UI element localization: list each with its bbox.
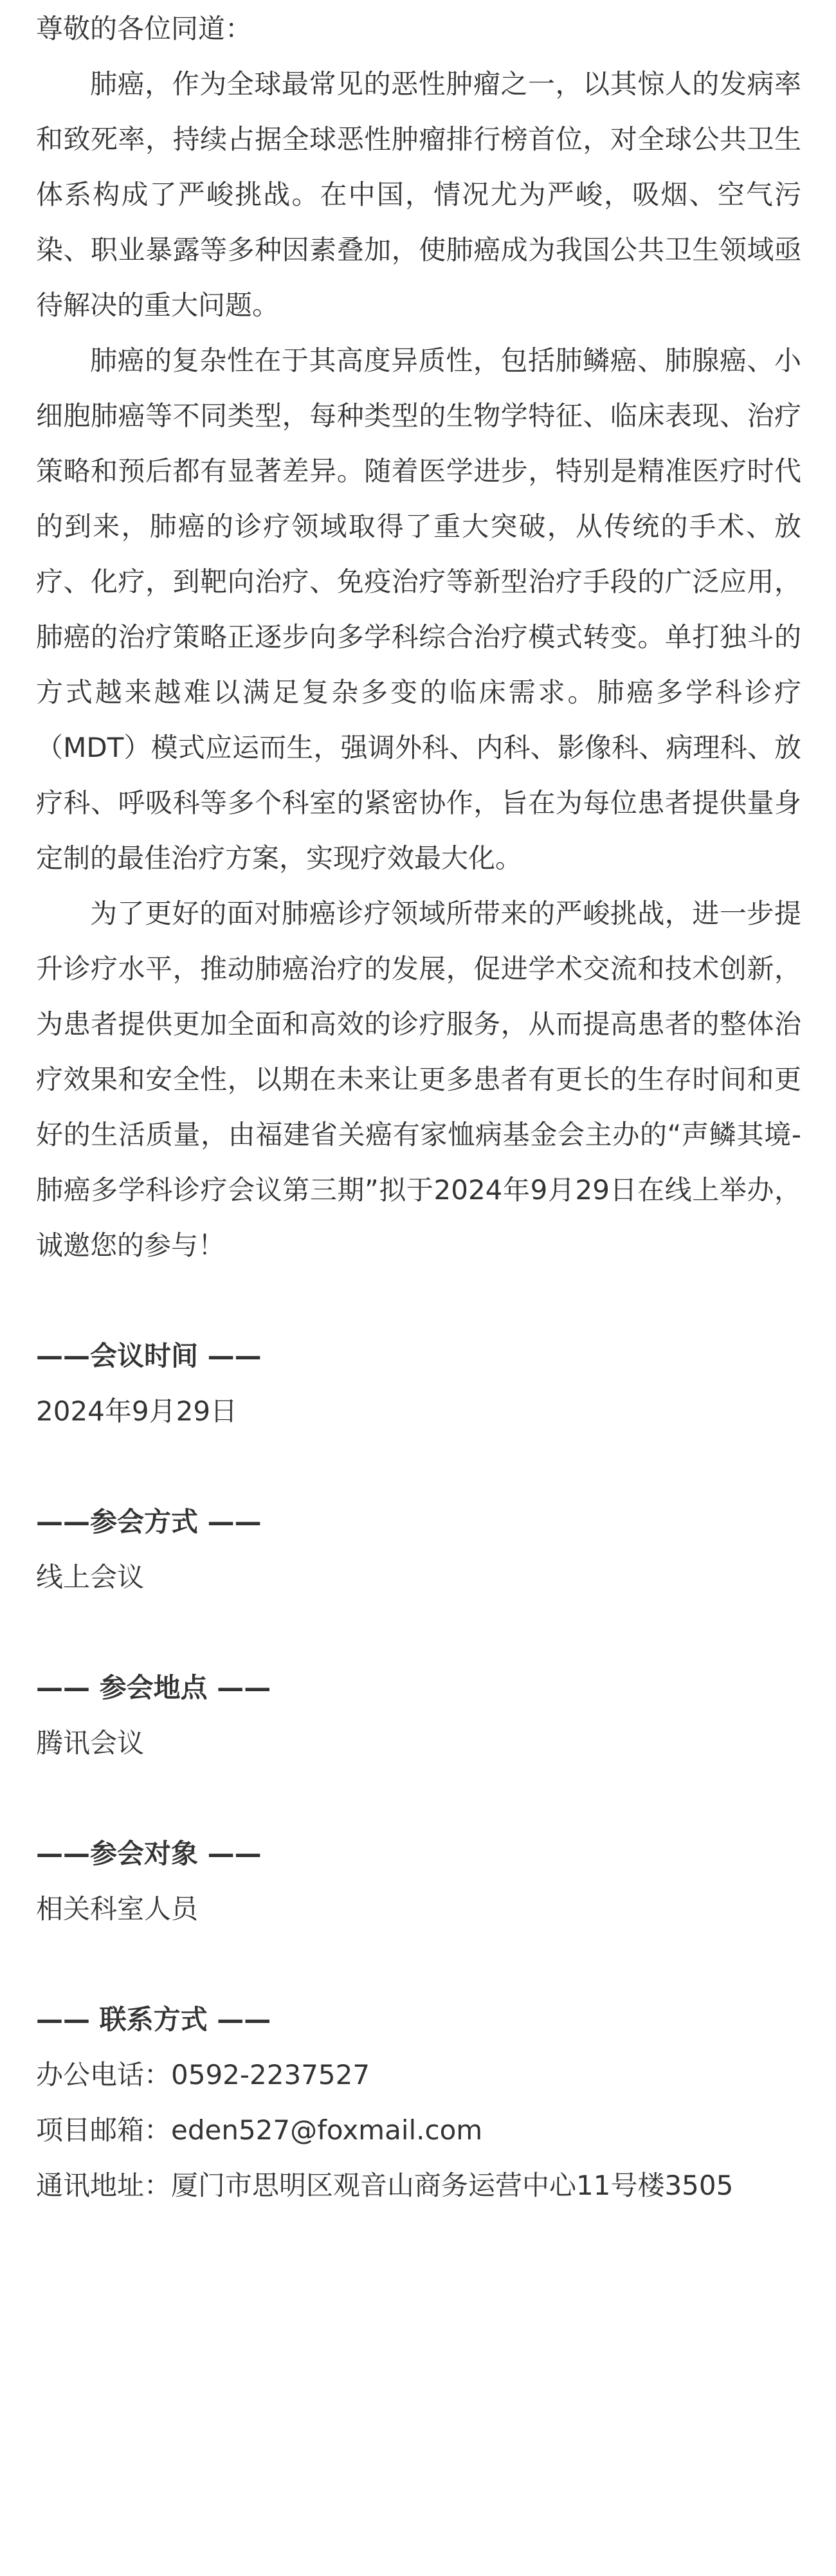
intro-paragraph: 肺癌，作为全球最常见的恶性肿瘤之一，以其惊人的发病率和致死率，持续占据全球恶性肿瘤排行榜首位，对全球公共卫生体系构成了严峻挑战。在中国，情况尤为严峻，吸烟、空气污染、职业暴露等多种因素叠加，使肺癌成为我国公共卫生领域亟待解决的重大问题。 (36, 68, 801, 321)
audience-value: 相关科室人员 (36, 1893, 199, 1925)
meeting-time-title: ——会议时间 —— (36, 1340, 262, 1372)
contact-phone: 办公电话：0592-2237527 (36, 2059, 370, 2091)
meeting-place-title: —— 参会地点 —— (36, 1672, 271, 1703)
contact-email: 项目邮箱：eden527@foxmail.com (36, 2114, 483, 2146)
contact-section (36, 1992, 801, 2213)
audience-title: ——参会对象 —— (36, 1838, 262, 1869)
attendance-mode-value: 线上会议 (36, 1561, 145, 1593)
attendance-mode-section (36, 1494, 801, 1605)
attendance-mode-title: ——参会方式 —— (36, 1506, 262, 1537)
meeting-time-section (36, 1329, 801, 1439)
invitation-document (36, 0, 801, 2213)
contact-title: —— 联系方式 —— (36, 2004, 271, 2035)
meeting-place-value: 腾讯会议 (36, 1727, 145, 1759)
meeting-time-value: 2024年9月29日 (36, 1395, 238, 1427)
background-paragraph: 肺癌的复杂性在于其高度异质性，包括肺鳞癌、肺腺癌、小细胞肺癌等不同类型，每种类型的生物学特征、临床表现、治疗策略和预后都有显著差异。随着医学进步，特别是精准医疗时代的到来，肺癌的诊疗领域取得了重大突破，从传统的手术、放疗、化疗，到靶向治疗、免疫治疗等新型治疗手段的广泛应用，肺癌的治疗策略正逐步向多学科综合治疗模式转变。单打独斗的方式越来越难以满足复杂多变的临床需求。肺癌多学科诊疗（MDT）模式应运而生，强调外科、内科、影像科、病理科、放疗科、呼吸科等多个科室的紧密协作，旨在为每位患者提供量身定制的最佳治疗方案，实现疗效最大化。 (36, 345, 801, 874)
meeting-place-section (36, 1660, 801, 1771)
audience-section (36, 1826, 801, 1937)
invitation-paragraph: 为了更好的面对肺癌诊疗领域所带来的严峻挑战，进一步提升诊疗水平，推动肺癌治疗的发展，促进学术交流和技术创新，为患者提供更加全面和高效的诊疗服务，从而提高患者的整体治疗效果和安全性，以期在未来让更多患者有更长的生存时间和更好的生活质量，由福建省关癌有家恤病基金会主办的“声鳞其境-肺癌多学科诊疗会议第三期”拟于2024年9月29日在线上举办，诚邀您的参与！ (36, 898, 801, 1261)
greeting-line: 尊敬的各位同道： (36, 13, 253, 44)
contact-address: 通讯地址：厦门市思明区观音山商务运营中心11号楼3505 (36, 2170, 734, 2201)
